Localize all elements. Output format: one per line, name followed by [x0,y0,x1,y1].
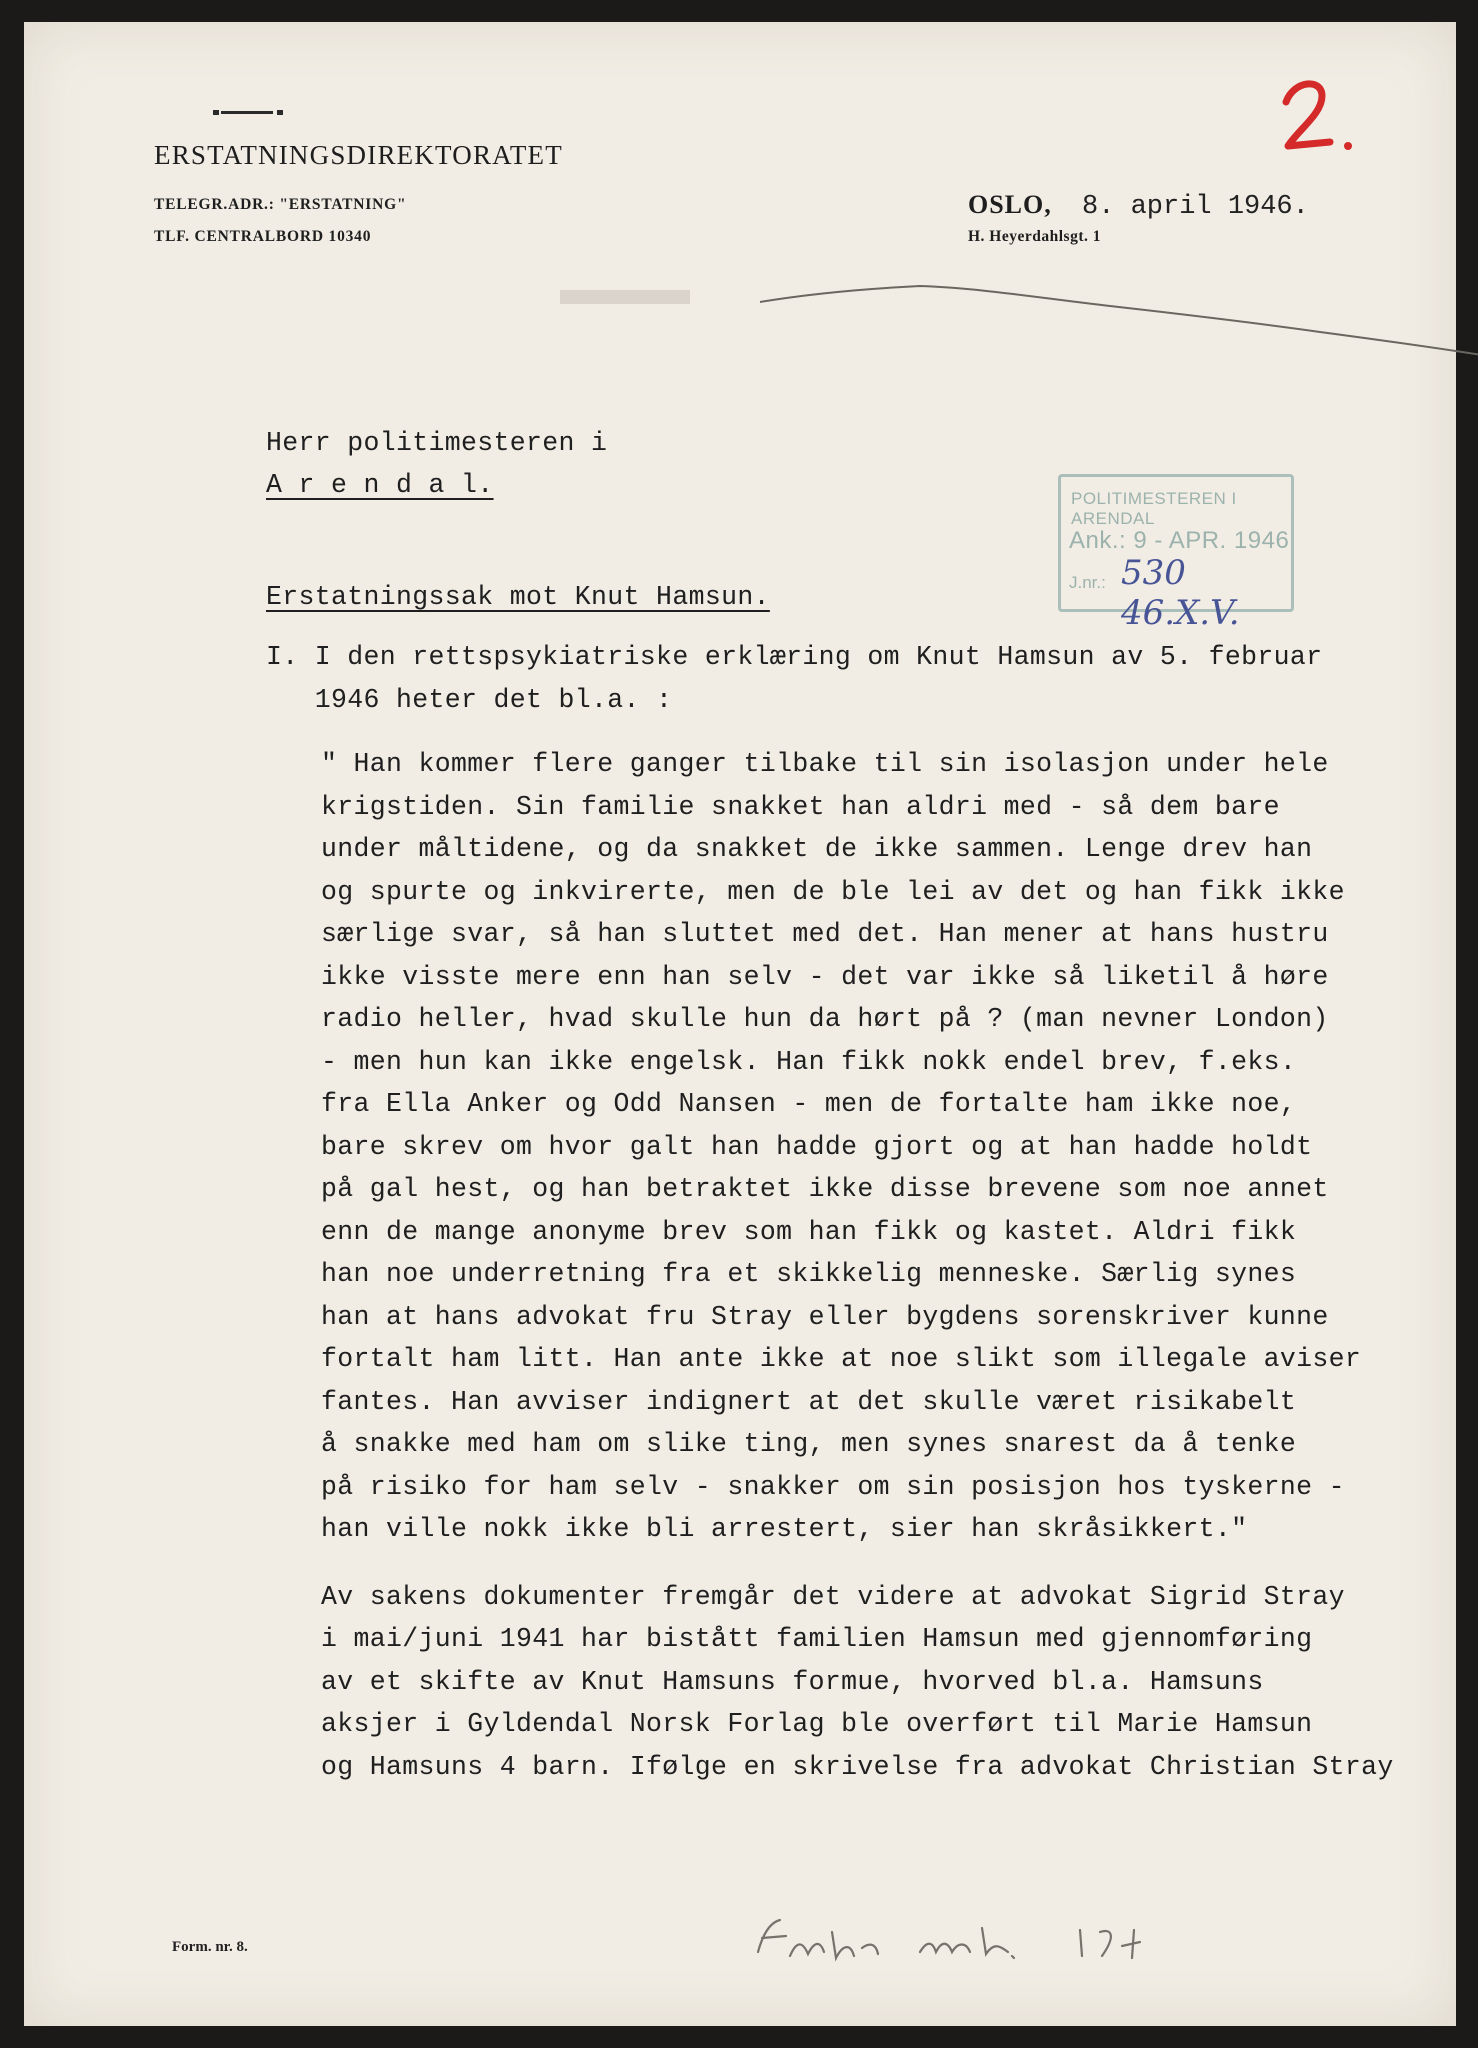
paragraph-1-line-1: I. I den rettspsykiatriske erklæring om Knut Hamsun av 5. februar [266,642,1323,672]
received-stamp [1058,474,1294,633]
form-number: Form. nr. 8. [172,1939,248,1955]
quote-line: fortalt ham litt. Han ante ikke at noe slikt som illegale aviser [321,1344,1362,1374]
pencil-note [750,1912,1190,1972]
stamp-date: Ank.: 9 - APR. 1946 [1069,527,1290,554]
city: OSLO, [968,190,1052,219]
quote-line: fantes. Han avviser indignert at det skulle været risikabelt [321,1387,1297,1417]
quote-line: han ville nokk ikke bli arrestert, sier han skråsikkert." [321,1514,1248,1544]
stamp-journal-number: 530 46.X.V. [1121,553,1240,633]
quote-line: fra Ella Anker og Odd Nansen - men de fortalte ham ikke noe, [321,1089,1297,1119]
quote-line: og spurte og inkvirerte, men de ble lei av det og han fikk ikke [321,877,1345,907]
stamp-office: POLITIMESTEREN I ARENDAL [1071,489,1237,528]
quote-line: krigstiden. Sin familie snakket han aldri med - så dem bare [321,792,1280,822]
quote-line: å snakke med ham om slike ting, men synes snarest da å tenke [321,1429,1297,1459]
handwritten-page-number [1276,72,1366,162]
phone-number: TLF. CENTRALBORD 10340 [154,228,372,245]
quote-line: ikke visste mere enn han selv - det var ikke så liketil å høre [321,962,1329,992]
letter-page [24,22,1456,2026]
quote-line: bare skrev om hvor galt han hadde gjort og at han hadde holdt [321,1132,1313,1162]
quote-line: på risiko for ham selv - snakker om sin posisjon hos tyskerne - [321,1472,1345,1502]
quote-line: på gal hest, og han betraktet ikke disse brevene som noe annet [321,1174,1329,1204]
quote-line: han at hans advokat fru Stray eller bygdens sorenskriver kunne [321,1302,1329,1332]
quote-line: - men hun kan ikke engelsk. Han fikk nokk endel brev, f.eks. [321,1047,1297,1077]
paragraph-2-line: Av sakens dokumenter fremgår det videre at advokat Sigrid Stray [321,1582,1345,1612]
paragraph-2-line: aksjer i Gyldendal Norsk Forlag ble overført til Marie Hamsun [321,1709,1313,1739]
paragraph-1-line-2: 1946 heter det bl.a. : [266,685,673,715]
quote-line: han noe underretning fra et skikkelig menneske. Særlig synes [321,1259,1297,1289]
quote-line: radio heller, hvad skulle hun da hørt på ? (man nevner London) [321,1004,1329,1034]
smudge-mark [560,290,690,304]
paragraph-2-line: og Hamsuns 4 barn. Ifølge en skrivelse fra advokat Christian Stray [321,1752,1394,1782]
quote-line: under måltidene, og da snakket de ikke sammen. Lenge drev han [321,834,1313,864]
recipient-line-2: A r e n d a l. [266,470,494,500]
recipient-line-1: Herr politimesteren i [266,428,608,458]
paragraph-2-line: av et skifte av Knut Hamsuns formue, hvorved bl.a. Hamsuns [321,1667,1264,1697]
quote-line: enn de mange anonyme brev som han fikk og kastet. Aldri fikk [321,1217,1297,1247]
street-address: H. Heyerdahlsgt. 1 [968,228,1101,245]
stamp-journal-label: J.nr.: [1069,573,1106,592]
telegram-address: TELEGR.ADR.: "ERSTATNING" [154,196,407,213]
subject-line: Erstatningssak mot Knut Hamsun. [266,582,770,612]
pencil-scribble [760,278,1478,378]
organization-name: ERSTATNINGSDIREKTORATET [154,140,563,170]
paragraph-2-line: i mai/juni 1941 har bistått familien Hamsun med gjennomføring [321,1624,1313,1654]
letter-date: 8. april 1946. [1082,192,1309,222]
quote-line: " Han kommer flere ganger tilbake til sin isolasjon under hele [321,749,1329,779]
letterhead-ornament [221,111,273,114]
quote-line: særlige svar, så han sluttet med det. Han mener at hans hustru [321,919,1329,949]
